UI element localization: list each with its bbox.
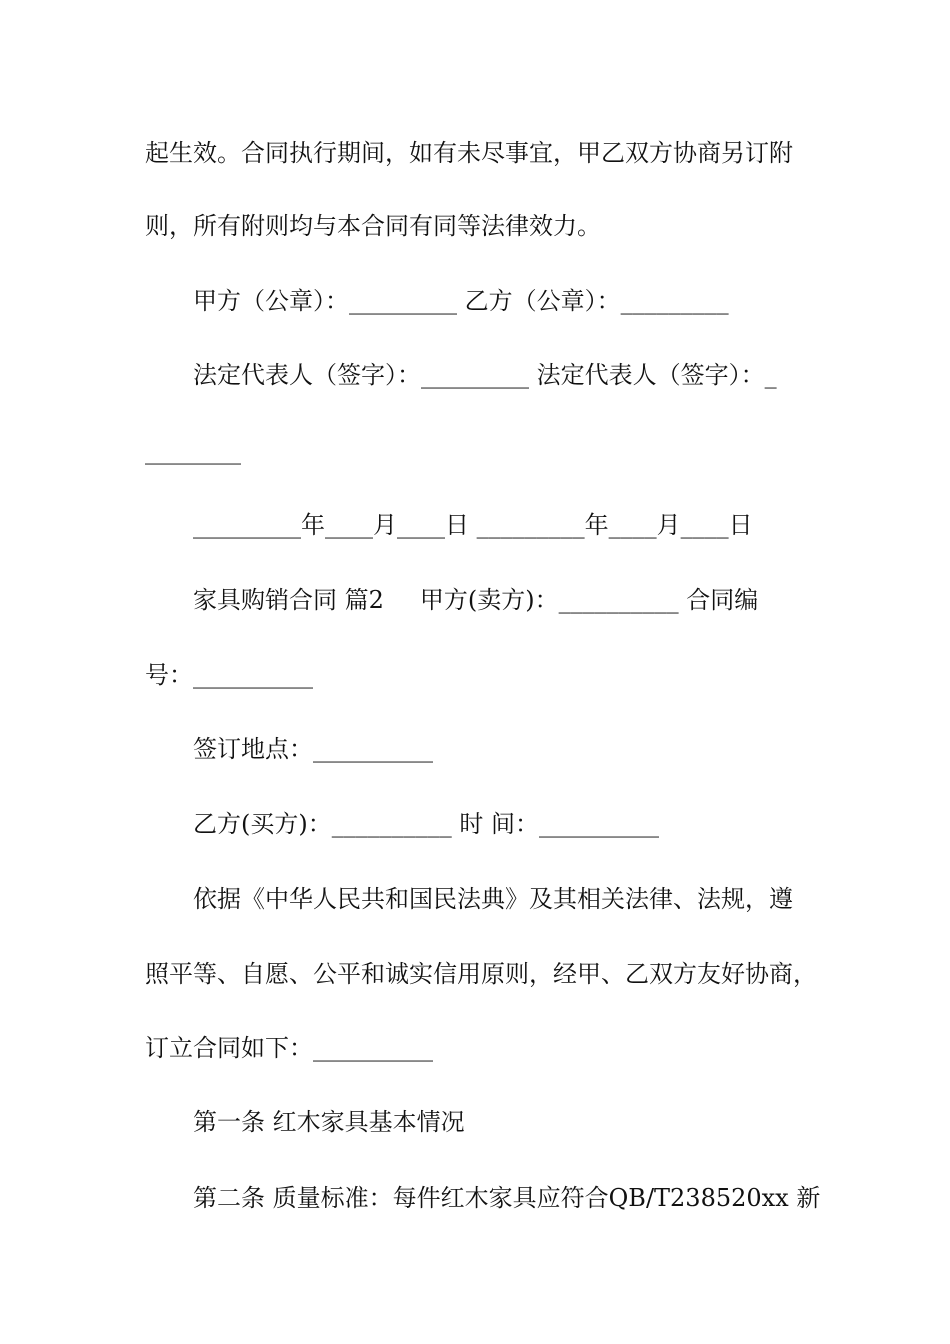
contract-heading-line [193, 584, 758, 616]
article-one-heading: 第一条 红木家具基本情况 [193, 1108, 465, 1136]
contract-number-line: 号：__________ [145, 661, 313, 689]
seller-field: 甲方(卖方)：__________ 合同编 [419, 586, 759, 614]
signature-continuation-line: ________ [145, 437, 241, 465]
paragraph-line: 起生效。合同执行期间，如有未尽事宜，甲乙双方协商另订附 [145, 139, 793, 167]
legal-rep-signature-line: 法定代表人（签字）：_________ 法定代表人（签字）：_ [193, 361, 777, 389]
party-a-seal-line: 甲方（公章）：_________ 乙方（公章）：_________ [193, 287, 729, 315]
buyer-time-line: 乙方(买方)：__________ 时 间：__________ [193, 810, 659, 838]
paragraph-line: 则，所有附则均与本合同有同等法律效力。 [145, 212, 601, 240]
article-two-line: 第二条 质量标准：每件红木家具应符合QB/T238520xx 新 [193, 1184, 821, 1212]
date-line: _________年____月____日 _________年____月____日 [193, 511, 753, 539]
paragraph-line: 依据《中华人民共和国民法典》及其相关法律、法规，遵 [193, 885, 793, 913]
paragraph-line: 订立合同如下：__________ [145, 1034, 433, 1062]
paragraph-line: 照平等、自愿、公平和诚实信用原则，经甲、乙双方友好协商， [145, 960, 817, 988]
signing-place-line: 签订地点：__________ [193, 735, 433, 763]
contract-heading: 家具购销合同 篇2 [193, 586, 384, 614]
